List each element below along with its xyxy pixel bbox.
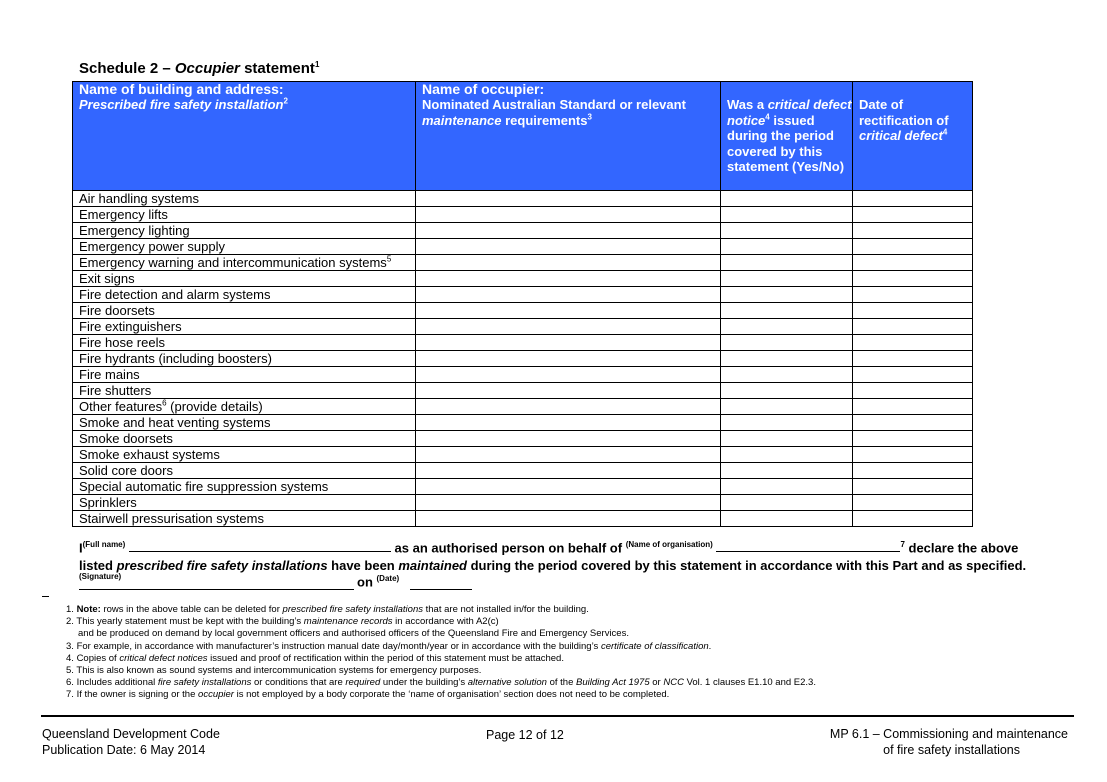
defect-notice-cell[interactable] [721, 271, 853, 287]
standard-cell[interactable] [416, 495, 721, 511]
occupier-name-header: Name of occupier: [416, 82, 721, 98]
rectification-date-cell[interactable] [853, 255, 973, 271]
standard-cell[interactable] [416, 351, 721, 367]
rectification-date-cell[interactable] [853, 479, 973, 495]
rectification-date-cell[interactable] [853, 351, 973, 367]
defect-notice-cell[interactable] [721, 495, 853, 511]
table-row [73, 447, 973, 463]
standard-cell[interactable] [416, 383, 721, 399]
table-row [73, 415, 973, 431]
table-row [73, 383, 973, 399]
installation-name-cell: Smoke and heat venting systems [73, 415, 416, 431]
table-row [73, 191, 973, 207]
date-field[interactable] [410, 579, 472, 590]
organisation-label: (Name of organisation) [625, 540, 713, 549]
signature-field[interactable] [79, 579, 354, 590]
defect-notice-cell[interactable] [721, 335, 853, 351]
rectification-date-cell[interactable] [853, 335, 973, 351]
rectification-date-cell[interactable] [853, 223, 973, 239]
title-suffix: statement [239, 60, 315, 77]
defect-notice-cell[interactable] [721, 239, 853, 255]
footnote-3: 3. For example, in accordance with manufacturer’s instruction manual date day/month/year or in accordance with the building’s certificate of classification. [66, 640, 712, 652]
title-prefix: Schedule 2 – [79, 60, 175, 77]
schedule-table [72, 81, 973, 527]
installation-name-cell: Other features$^6$ (provide details) [73, 399, 416, 415]
installation-name-cell: Exit signs [73, 271, 416, 287]
defect-notice-cell[interactable] [721, 479, 853, 495]
installation-name-cell: Emergency lighting [73, 223, 416, 239]
rectification-date-cell[interactable] [853, 383, 973, 399]
defect-notice-cell[interactable] [721, 383, 853, 399]
table-row [73, 303, 973, 319]
standard-cell[interactable] [416, 223, 721, 239]
installation-name-cell: Fire doorsets [73, 303, 416, 319]
rectification-date-cell[interactable] [853, 415, 973, 431]
footer-right [830, 726, 1068, 758]
standard-cell[interactable] [416, 415, 721, 431]
standard-cell[interactable] [416, 399, 721, 415]
defect-notice-cell[interactable] [721, 447, 853, 463]
standard-cell[interactable] [416, 255, 721, 271]
installation-name-cell: Fire mains [73, 367, 416, 383]
standard-cell[interactable] [416, 303, 721, 319]
title-italic: Occupier [174, 60, 240, 77]
table-row [73, 239, 973, 255]
standard-cell[interactable] [416, 431, 721, 447]
declaration-line-1: $I^{(Full name)}$ as an authorised person on behalf of $^{(Name of organisation)}$ $^7$ declare the above [79, 540, 1019, 556]
rectification-date-cell[interactable] [853, 511, 973, 527]
defect-notice-cell[interactable] [721, 511, 853, 527]
installation-name-cell: Special automatic fire suppression systems [73, 479, 416, 495]
header-row-building [73, 82, 973, 98]
footer-document-name: Queensland Development Code [42, 727, 220, 741]
declaration-line-2: listed prescribed fire safety installations have been maintained during the period covered by this statement in accordance with this Part and as specified. [79, 558, 1027, 573]
occupier-name-blank-2 [853, 82, 973, 98]
organisation-field[interactable] [716, 541, 900, 552]
rectification-date-cell[interactable] [853, 399, 973, 415]
installation-name-cell: Emergency power supply [73, 239, 416, 255]
defect-notice-cell[interactable] [721, 287, 853, 303]
installation-column-header: Prescribed fire safety installation$^2$ [73, 97, 416, 191]
standard-cell[interactable] [416, 191, 721, 207]
table-row [73, 271, 973, 287]
rectification-date-cell[interactable] [853, 367, 973, 383]
table-row [73, 351, 973, 367]
table-row [73, 223, 973, 239]
standard-cell[interactable] [416, 463, 721, 479]
footer-divider [41, 715, 1074, 717]
schedule-title [79, 60, 319, 77]
standard-cell[interactable] [416, 239, 721, 255]
defect-notice-cell[interactable] [721, 463, 853, 479]
table-row [73, 463, 973, 479]
table-row [73, 495, 973, 511]
rectification-date-cell[interactable] [853, 287, 973, 303]
rectification-date-cell[interactable] [853, 495, 973, 511]
rectification-date-cell[interactable] [853, 207, 973, 223]
installation-name-cell: Stairwell pressurisation systems [73, 511, 416, 527]
footer-page-number: Page 12 of 12 [486, 728, 564, 742]
footnote-2-continued: and be produced on demand by local government officers and authorised officers of the Queensland Fire and Emergency Services. [78, 628, 629, 640]
installation-name-cell: Fire extinguishers [73, 319, 416, 335]
rectification-date-cell[interactable] [853, 239, 973, 255]
footnote-1: 1. Note: rows in the above table can be deleted for prescribed fire safety installations that are not installed in/for the building. [66, 604, 589, 615]
installation-name-cell: Fire hose reels [73, 335, 416, 351]
defect-notice-cell[interactable] [721, 415, 853, 431]
table-row [73, 207, 973, 223]
table-row [73, 431, 973, 447]
standard-cell[interactable] [416, 479, 721, 495]
defect-notice-cell[interactable] [721, 191, 853, 207]
defect-notice-column-header: Was a critical defect notice$^4$ issued during the period covered by this statement (Yes/No) [721, 97, 853, 191]
standard-cell[interactable] [416, 319, 721, 335]
table-row [73, 367, 973, 383]
rectification-date-cell[interactable] [853, 431, 973, 447]
date-label: on $^{(Date)}$ [357, 574, 400, 590]
rectification-date-cell[interactable] [853, 271, 973, 287]
footnote-6: 6. Includes additional fire safety installations or conditions that are required under the building’s alternative solution of the Building Act 1975 or NCC Vol. 1 clauses E1.10 and E2.3. [66, 677, 816, 689]
table-row [73, 399, 973, 415]
table-row [73, 319, 973, 335]
rectification-date-cell[interactable] [853, 303, 973, 319]
installation-name-cell: Smoke exhaust systems [73, 447, 416, 463]
footnote-4: 4. Copies of critical defect notices issued and proof of rectification within the period of this statement must be attached. [66, 652, 564, 664]
defect-notice-cell[interactable] [721, 367, 853, 383]
installation-name-cell: Smoke doorsets [73, 431, 416, 447]
occupier-name-blank [721, 82, 853, 98]
defect-notice-cell[interactable] [721, 399, 853, 415]
rectification-date-cell[interactable] [853, 319, 973, 335]
footer-section-title: MP 6.1 – Commissioning and maintenance [829, 727, 1068, 741]
defect-notice-cell[interactable] [721, 223, 853, 239]
header-row-columns [73, 97, 973, 191]
building-name-header: Name of building and address: [73, 82, 416, 98]
defect-notice-cell[interactable] [721, 319, 853, 335]
defect-notice-cell[interactable] [721, 351, 853, 367]
rectification-date-column-header: Date of rectification of critical defect$^4$ [853, 97, 973, 191]
table-row [73, 511, 973, 527]
table-row [73, 335, 973, 351]
footer-publication-date: Publication Date: 6 May 2014 [42, 743, 206, 757]
installation-name-cell: Sprinklers [73, 495, 416, 511]
installation-name-cell: Fire shutters [73, 383, 416, 399]
standard-cell[interactable] [416, 207, 721, 223]
table-row [73, 479, 973, 495]
footnote-7: 7. If the owner is signing or the occupier is not employed by a body corporate the ‘name of organisation’ section does not need to be completed. [66, 689, 670, 701]
installation-name-cell: Air handling systems [73, 191, 416, 207]
signature-label: (Signature) [79, 572, 122, 581]
table-row [73, 287, 973, 303]
standard-cell[interactable] [416, 447, 721, 463]
defect-notice-cell[interactable] [721, 207, 853, 223]
footer-left [42, 726, 220, 758]
standard-column-header: Nominated Australian Standard or relevant maintenance requirements$^3$ [416, 97, 721, 191]
installation-name-cell: Fire hydrants (including boosters) [73, 351, 416, 367]
defect-notice-cell[interactable] [721, 255, 853, 271]
standard-cell[interactable] [416, 271, 721, 287]
rectification-date-cell[interactable] [853, 191, 973, 207]
full-name-field[interactable] [129, 541, 391, 552]
standard-cell[interactable] [416, 511, 721, 527]
defect-notice-cell[interactable] [721, 431, 853, 447]
rectification-date-cell[interactable] [853, 463, 973, 479]
footer-section-subtitle: of fire safety installations [883, 743, 1020, 757]
installation-name-cell: Emergency lifts [73, 207, 416, 223]
title-footnote-ref: 1 [314, 60, 320, 69]
footnotes [66, 604, 816, 702]
footnote-2: 2. This yearly statement must be kept with the building’s maintenance records in accordance with A2(c) [66, 616, 499, 628]
footnote-separator [42, 596, 49, 597]
footnote-5: 5. This is also known as sound systems and intercommunication systems for emergency purposes. [66, 665, 482, 677]
installation-name-cell: Solid core doors [73, 463, 416, 479]
standard-cell[interactable] [416, 287, 721, 303]
standard-cell[interactable] [416, 335, 721, 351]
full-name-label: (Full name) [82, 540, 126, 549]
installation-name-cell: Emergency warning and intercommunication systems$^5$ [73, 255, 416, 271]
standard-cell[interactable] [416, 367, 721, 383]
table-row [73, 255, 973, 271]
defect-notice-cell[interactable] [721, 303, 853, 319]
installation-name-cell: Fire detection and alarm systems [73, 287, 416, 303]
rectification-date-cell[interactable] [853, 447, 973, 463]
